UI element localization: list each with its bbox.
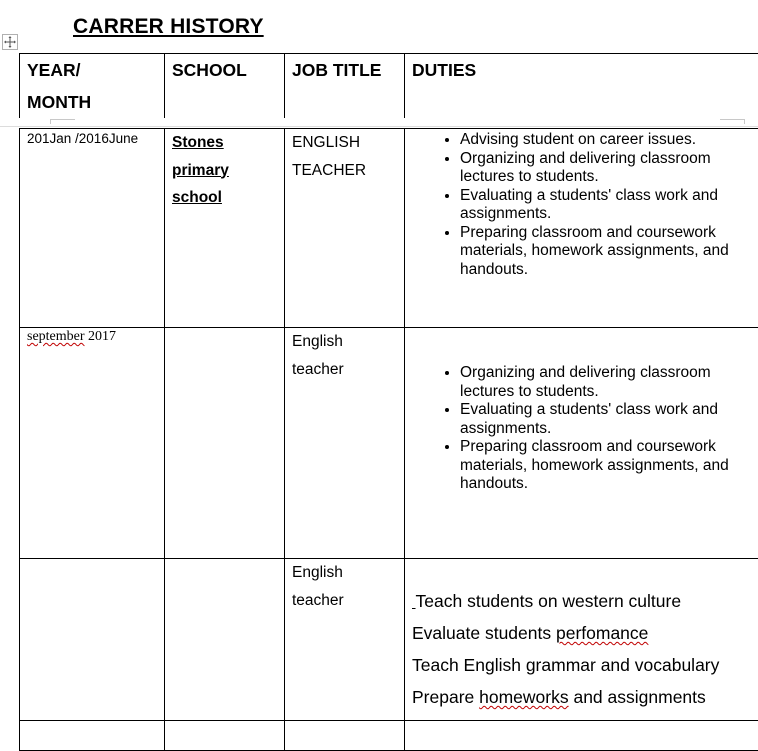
- date-text: [20, 328, 164, 345]
- cell-date[interactable]: [20, 559, 165, 721]
- job-line: English: [285, 559, 404, 587]
- table-row: [20, 721, 758, 751]
- school-line: primary: [165, 157, 284, 185]
- date-year: 2017: [88, 329, 116, 344]
- duty-text: Evaluate students: [412, 623, 556, 643]
- cell-date[interactable]: [20, 129, 165, 328]
- cell-duties[interactable]: [405, 129, 758, 328]
- duty-text-misspelled: homeworks: [479, 687, 568, 707]
- cell-duties[interactable]: [405, 559, 758, 721]
- duties-list: [405, 131, 758, 279]
- header-month-label: MONTH: [27, 86, 164, 118]
- list-item: • Evaluating a students' class work and assignments.: [460, 187, 758, 224]
- list-item: • Organizing and delivering classroom lectures to students.: [460, 150, 758, 187]
- job-line: teacher: [285, 356, 404, 384]
- cell-school[interactable]: [165, 721, 285, 751]
- duty-line: Teach English grammar and vocabulary: [405, 649, 758, 681]
- cell-duties[interactable]: [405, 328, 758, 559]
- table-row: [20, 129, 758, 328]
- cell-job-title[interactable]: [285, 129, 405, 328]
- header-table: [19, 53, 758, 119]
- table-row: [20, 559, 758, 721]
- school-line: Stones: [165, 129, 284, 157]
- duty-line: [405, 617, 758, 649]
- job-line: English: [285, 328, 404, 356]
- list-item: • Advising student on career issues.: [460, 131, 758, 150]
- cell-date[interactable]: [20, 721, 165, 751]
- duty-text: Teach students on western culture: [416, 591, 682, 611]
- table-move-handle-icon[interactable]: [2, 34, 18, 50]
- cell-date[interactable]: [20, 328, 165, 559]
- cell-job-title[interactable]: [285, 559, 405, 721]
- header-duties[interactable]: DUTIES: [405, 54, 758, 119]
- list-item: • Preparing classroom and coursework materials, homework assignments, and handouts.: [460, 224, 758, 280]
- cell-school[interactable]: [165, 559, 285, 721]
- job-line: ENGLISH: [285, 129, 404, 157]
- list-item: • Organizing and delivering classroom lectures to students.: [460, 364, 758, 401]
- cell-duties[interactable]: [405, 721, 758, 751]
- page-break-line: [0, 126, 758, 127]
- date-month: september: [27, 329, 85, 344]
- duty-text-misspelled: perfomance: [556, 623, 648, 643]
- duty-text: Prepare: [412, 687, 479, 707]
- header-year-label: YEAR/: [27, 54, 164, 86]
- duty-text: and assignments: [569, 687, 706, 707]
- list-item: • Preparing classroom and coursework materials, homework assignments, and handouts.: [460, 438, 758, 494]
- margin-marker-left: [50, 119, 75, 124]
- job-line: TEACHER: [285, 157, 404, 185]
- cell-job-title[interactable]: [285, 328, 405, 559]
- duty-line: [405, 585, 758, 617]
- cell-job-title[interactable]: [285, 721, 405, 751]
- table-row: [20, 328, 758, 559]
- cell-school[interactable]: [165, 328, 285, 559]
- list-item: • Evaluating a students' class work and assignments.: [460, 401, 758, 438]
- header-school[interactable]: SCHOOL: [165, 54, 285, 119]
- job-line: teacher: [285, 587, 404, 615]
- header-job-title[interactable]: JOB TITLE: [285, 54, 405, 119]
- school-line: school: [165, 184, 284, 212]
- cell-school[interactable]: [165, 129, 285, 328]
- career-table: [19, 128, 758, 751]
- header-year-month[interactable]: [20, 54, 165, 119]
- page-title: CARRER HISTORY: [73, 15, 264, 39]
- duty-line: [405, 681, 758, 713]
- date-text: 201Jan /2016June: [20, 129, 164, 147]
- duties-list: [405, 364, 758, 494]
- margin-marker-right: [720, 119, 745, 124]
- header-row: [20, 54, 758, 119]
